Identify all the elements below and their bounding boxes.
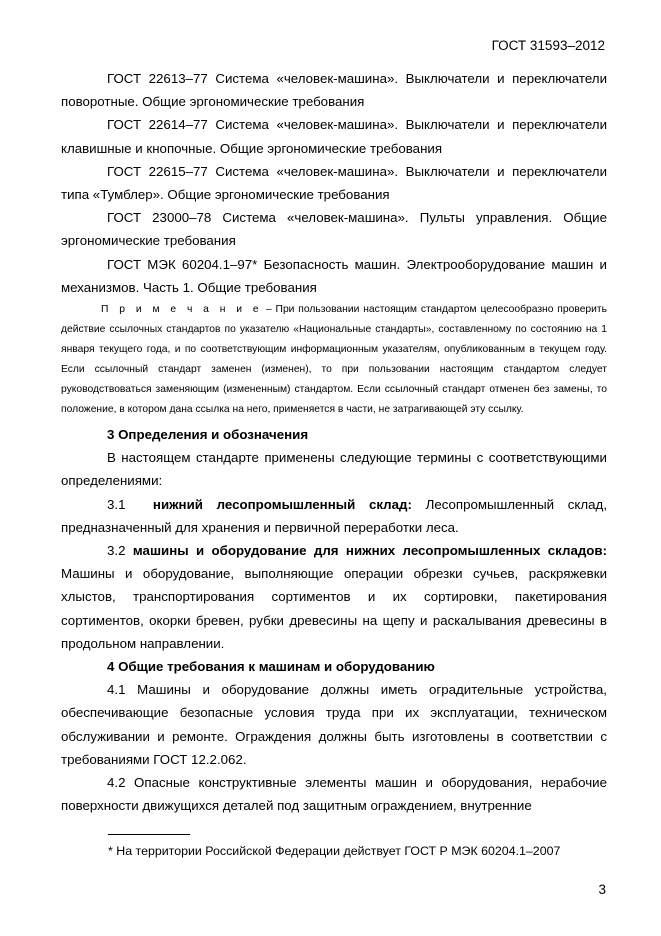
reference-item: ГОСТ 22615–77 Система «человек-машина». Выключатели и переключатели типа «Тумблер». Общие эргономические требования <box>61 163 607 203</box>
reference-item: ГОСТ 22614–77 Система «человек-машина». Выключатели и переключатели клавишные и кнопочные. Общие эргономические требования <box>61 117 607 156</box>
page-body <box>61 67 607 817</box>
reference-item: ГОСТ МЭК 60204.1–97* Безопасность машин. Электрооборудование машин и механизмов. Часть 1. Общие требования <box>61 256 607 295</box>
term-name: машины и оборудование для нижних лесопромышленных складов: <box>132 543 608 559</box>
note-text: – При пользовании настоящим стандартом целесообразно проверить действие ссылочных стандартов по указателю «Национальные стандарты», составленному по состоянию на 1 января текущего года, и по соответствующим информационным указателям, опубликованным в текущем году. Если ссылочный стандарт заменен (изменен), то при пользовании настоящим стандартом следует руководствоваться заменяющим (измененным) стандартом. Если ссылочный стандарт отменен без замены, то положение, в котором дана ссылка на него, применяется в части, не затрагивающей эту ссылку. <box>61 304 607 416</box>
note <box>61 300 607 420</box>
section-3-intro: В настоящем стандарте применены следующие термины с соответствующими определениями: <box>61 450 607 489</box>
document-code: ГОСТ 31593–2012 <box>491 38 605 53</box>
section-4-paragraph: 4.2 Опасные конструктивные элементы машин и оборудования, нерабочие поверхности движущихся деталей под защитным ограждением, внутренние <box>61 775 607 814</box>
footnote-divider <box>108 834 190 835</box>
term-number: 3.1 <box>107 496 126 512</box>
term-number: 3.2 <box>107 543 126 559</box>
section-3-heading: 3 Определения и обозначения <box>107 427 309 443</box>
note-label: П р и м е ч а н и е <box>101 304 263 316</box>
section-4-paragraph: 4.1 Машины и оборудование должны иметь оградительные устройства, обеспечивающие безопасные условия труда при их эксплуатации, техническом обслуживании и ремонте. Ограждения должны быть изготовлены в соответствии с требованиями ГОСТ 12.2.062. <box>61 682 607 767</box>
reference-item: ГОСТ 22613–77 Система «человек-машина». Выключатели и переключатели поворотные. Общие эргономические требования <box>61 71 607 110</box>
page-number: 3 <box>598 882 606 897</box>
term-name: нижний лесопромышленный склад: <box>152 496 412 512</box>
footnote: * На территории Российской Федерации действует ГОСТ Р МЭК 60204.1–2007 <box>108 844 561 858</box>
term-definition <box>61 539 607 655</box>
term-text: Лесопромышленный склад, предназначенный для хранения и первичной переработки леса. <box>61 496 608 535</box>
section-4-heading: 4 Общие требования к машинам и оборудованию <box>107 659 435 675</box>
term-definition <box>61 493 607 539</box>
term-text: Машины и оборудование, выполняющие операции обрезки сучьев, раскряжевки хлыстов, транспортирования сортиментов и их сортировки, пакетирования сортиментов, окорки бревен, рубки древесины на щепу и раскалывания древесины в продольном направлении. <box>61 566 607 651</box>
reference-item: ГОСТ 23000–78 Система «человек-машина». Пульты управления. Общие эргономические требования <box>61 210 607 249</box>
